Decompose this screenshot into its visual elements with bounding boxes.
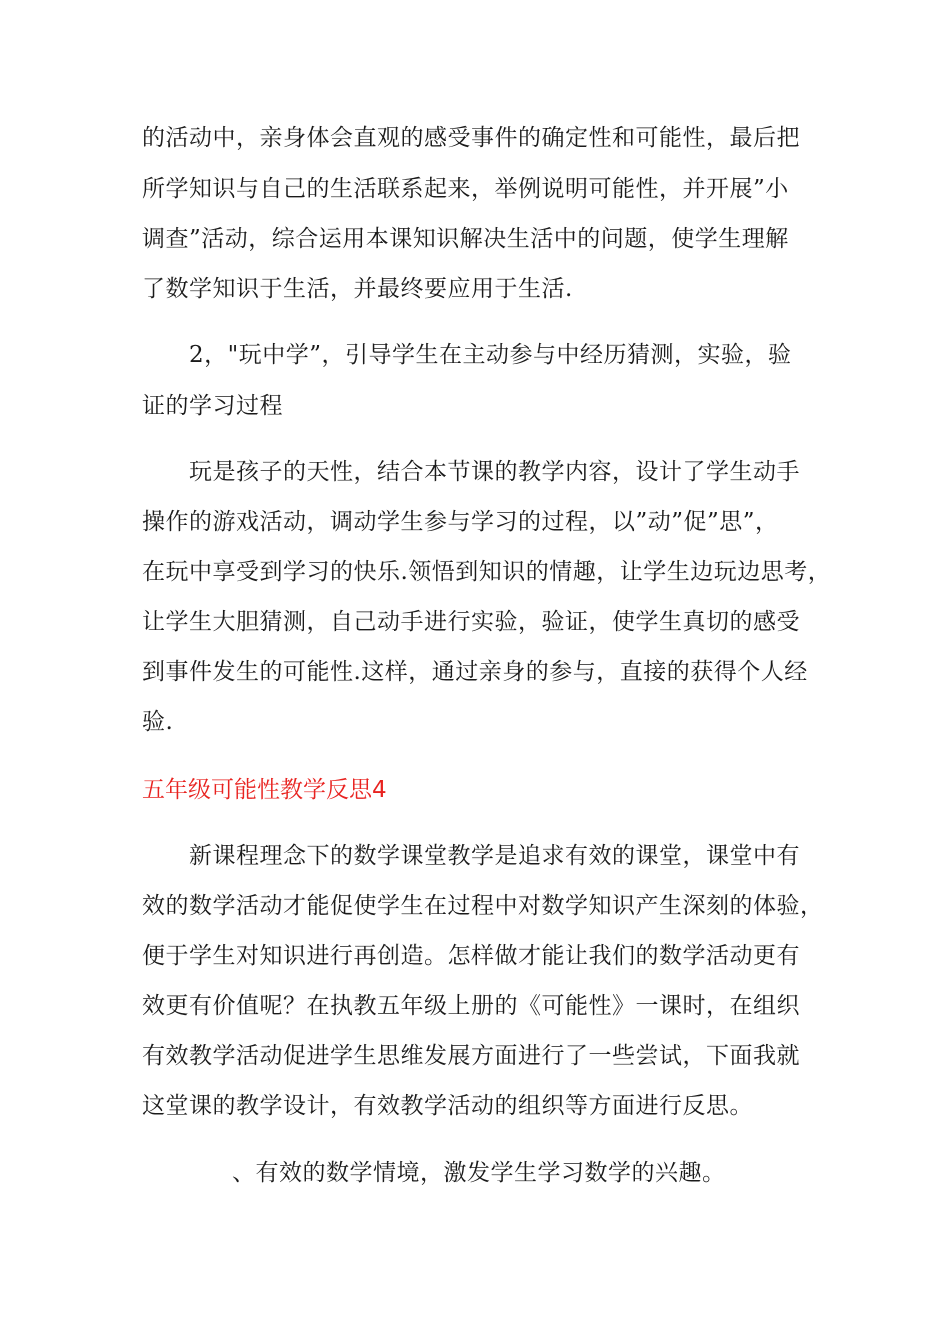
new-line-6: 这堂课的教学设计，有效教学活动的组织等方面进行反思。 — [142, 1093, 753, 1119]
intro-line-3: 调查”活动，综合运用本课知识解决生活中的问题，使学生理解 — [142, 226, 789, 252]
play-line-5: 到事件发生的可能性.这样，通过亲身的参与，直接的获得个人经 — [142, 659, 808, 685]
intro-line-2: 所学知识与自己的生活联系起来，举例说明可能性，并开展”小 — [142, 176, 789, 202]
new-line-4: 效更有价值呢？在执教五年级上册的《可能性》一课时，在组织 — [142, 993, 800, 1019]
intro-line-4: 了数学知识于生活，并最终要应用于生活. — [142, 276, 573, 302]
play-line-2: 操作的游戏活动，调动学生参与学习的过程，以”动”促”思”， — [142, 509, 779, 535]
play-line-4: 让学生大胆猜测，自己动手进行实验，验证，使学生真切的感受 — [142, 609, 800, 635]
intro-line-1: 的活动中，亲身体会直观的感受事件的确定性和可能性，最后把 — [142, 125, 800, 151]
play-line-6: 验. — [142, 709, 174, 735]
new-line-3: 便于学生对知识进行再创造。怎样做才能让我们的数学活动更有 — [142, 943, 800, 969]
point-two-line-1: 2，"玩中学”，引导学生在主动参与中经历猜测，实验，验 — [189, 342, 792, 368]
point-one-line: 、有效的数学情境，激发学生学习数学的兴趣。 — [232, 1160, 726, 1186]
play-line-3: 在玩中享受到学习的快乐.领悟到知识的情趣，让学生边玩边思考， — [142, 559, 832, 585]
play-line-1: 玩是孩子的天性，结合本节课的教学内容，设计了学生动手 — [189, 459, 800, 485]
new-line-1: 新课程理念下的数学课堂教学是追求有效的课堂，课堂中有 — [189, 843, 800, 869]
new-line-2: 效的数学活动才能促使学生在过程中对数学知识产生深刻的体验， — [142, 893, 824, 919]
new-line-5: 有效教学活动促进学生思维发展方面进行了一些尝试，下面我就 — [142, 1043, 800, 1069]
point-two-line-2: 证的学习过程 — [142, 393, 283, 419]
section-heading: 五年级可能性教学反思4 — [142, 777, 387, 803]
